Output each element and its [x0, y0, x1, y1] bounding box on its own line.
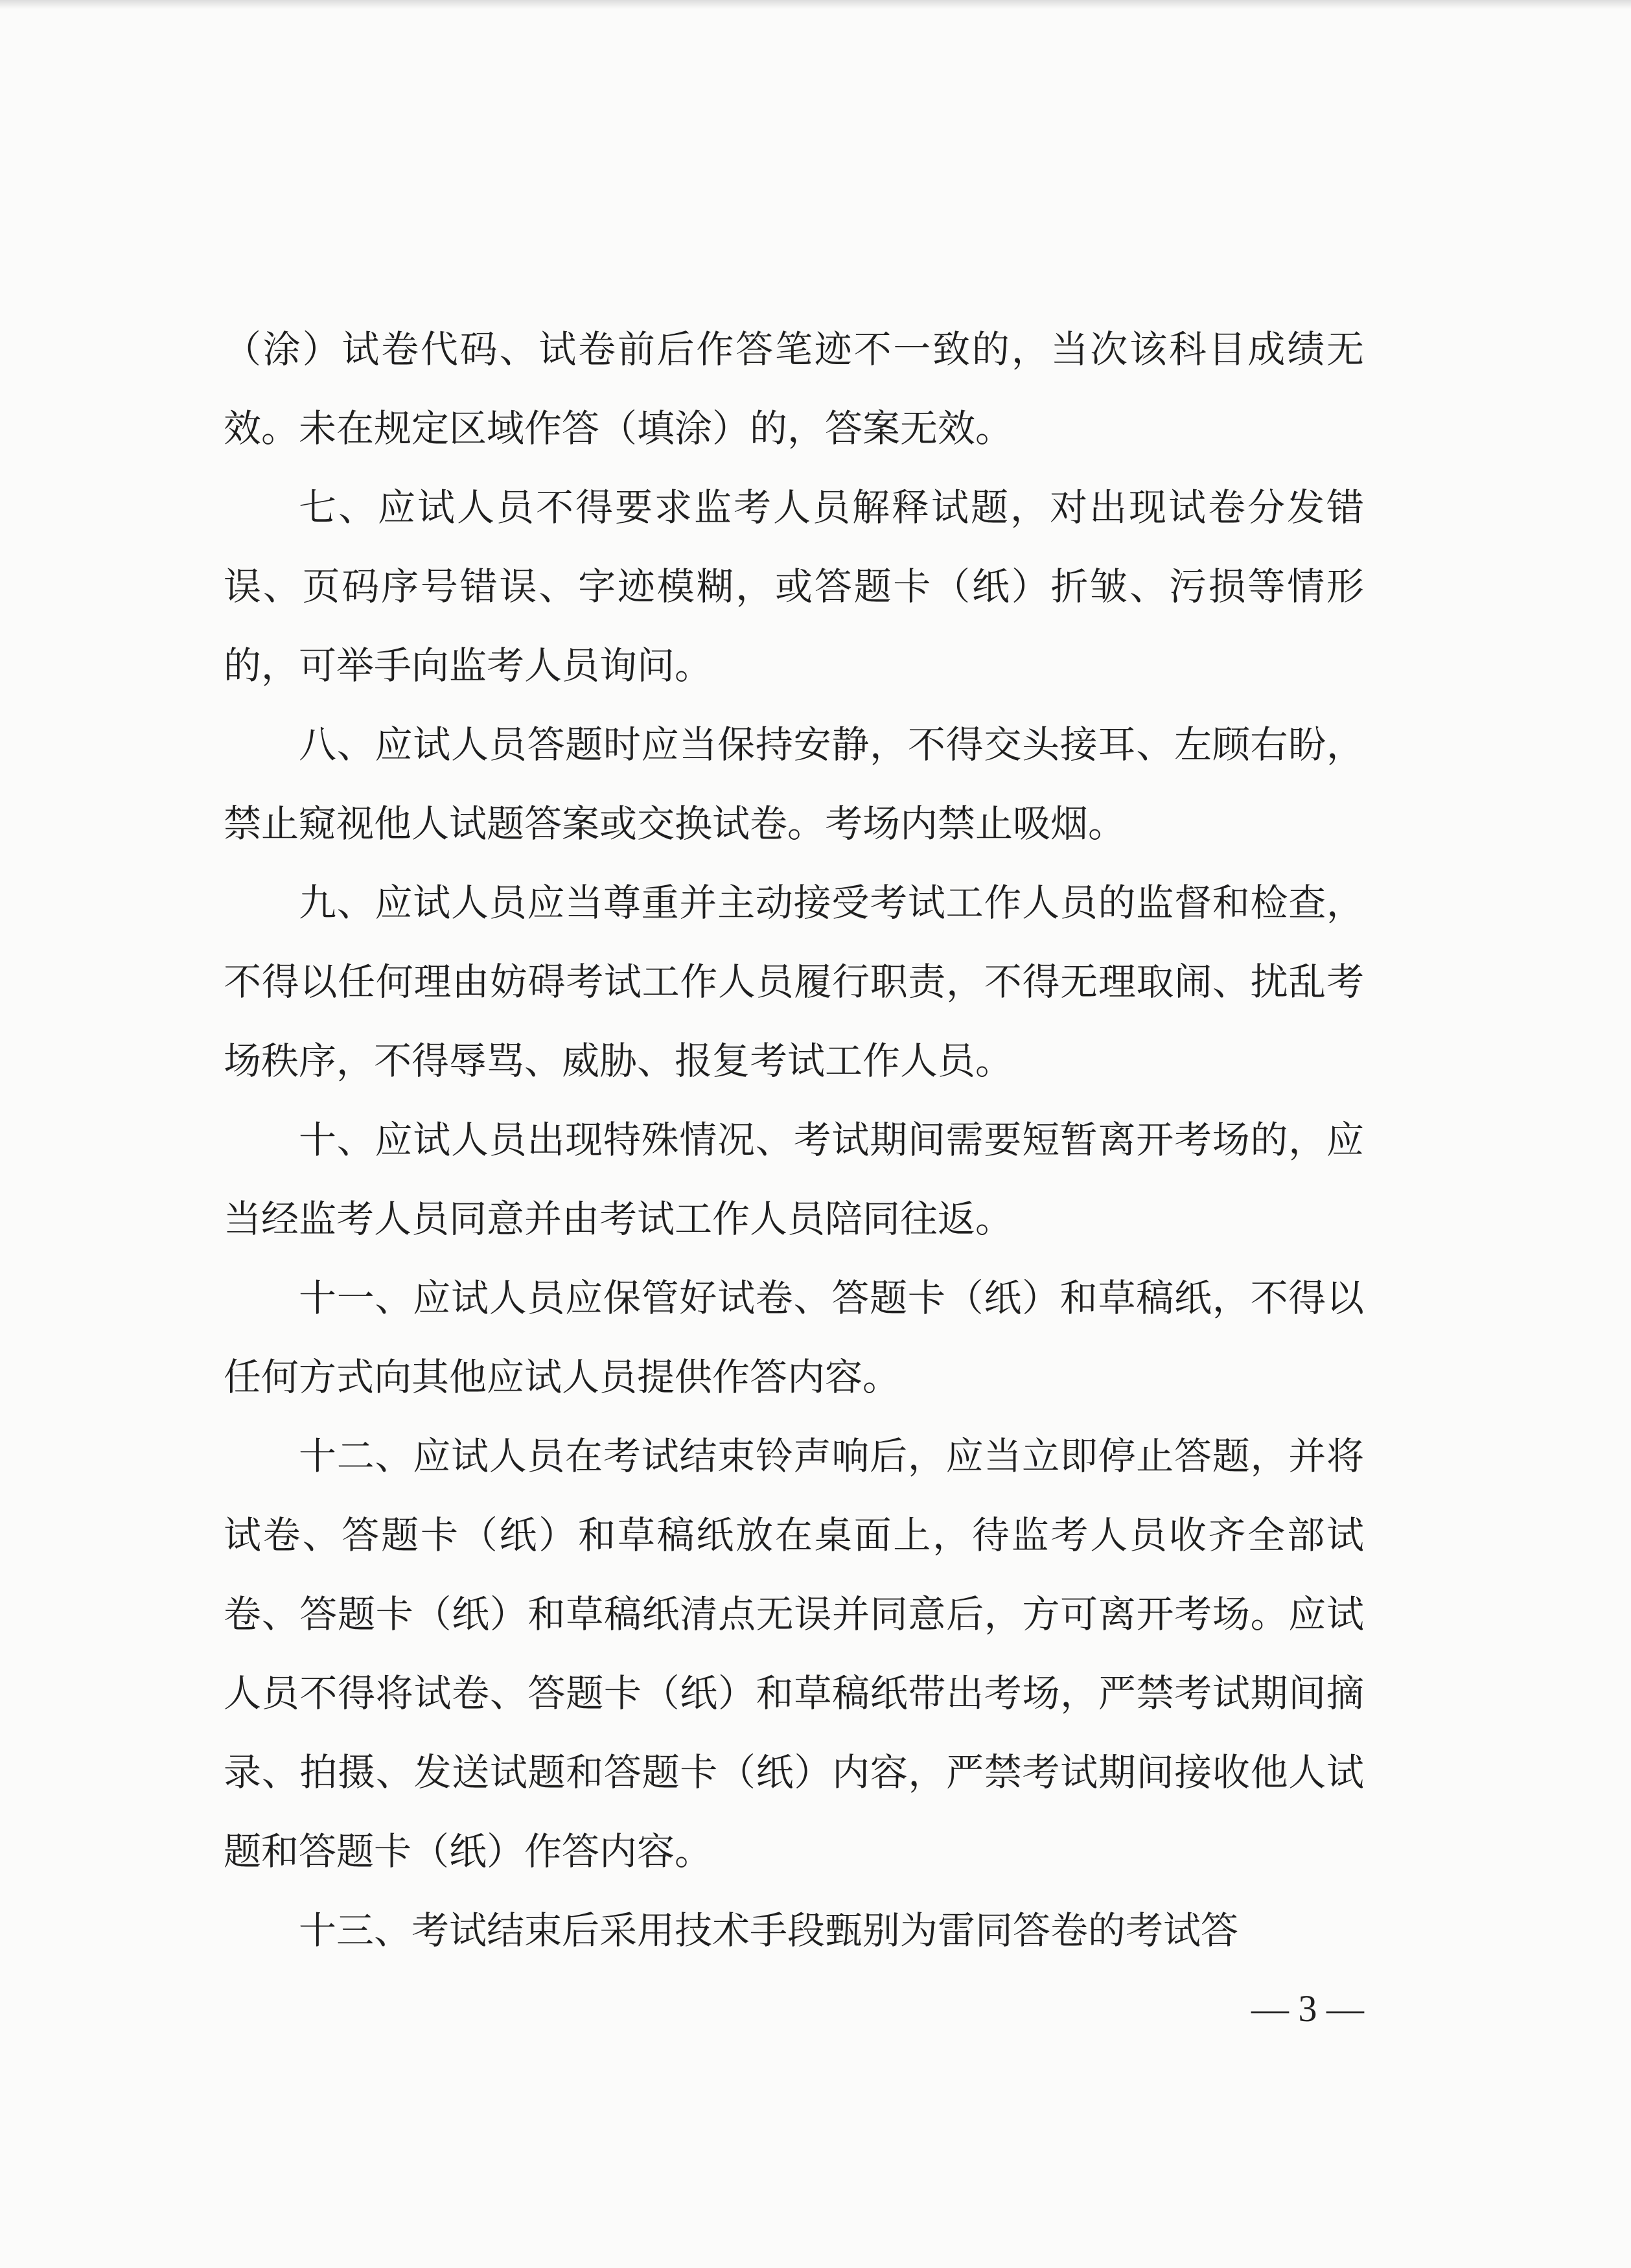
paragraph-rule-11: 十一、应试人员应保管好试卷、答题卡（纸）和草稿纸，不得以任何方式向其他应试人员提供作答内容。: [224, 1276, 1364, 1399]
scan-edge: [0, 0, 1631, 9]
paragraph-rule-8: 八、应试人员答题时应当保持安静，不得交头接耳、左顾右盼，禁止窥视他人试题答案或交换试卷。考场内禁止吸烟。: [224, 723, 1364, 846]
paragraph-rule-12: 十二、应试人员在考试结束铃声响后，应当立即停止答题，并将试卷、答题卡（纸）和草稿纸放在桌面上，待监考人员收齐全部试卷、答题卡（纸）和草稿纸清点无误并同意后，方可离开考场。应试人员不得将试卷、答题卡（纸）和草稿纸带出考场，严禁考试期间摘录、拍摄、发送试题和答题卡（纸）内容，严禁考试期间接收他人试题和答题卡（纸）作答内容。: [224, 1434, 1364, 1873]
page-number: — 3 —: [1251, 1987, 1364, 2030]
paragraph-rule-9: 九、应试人员应当尊重并主动接受考试工作人员的监督和检查，不得以任何理由妨碍考试工作人员履行职责，不得无理取闹、扰乱考场秩序，不得辱骂、威胁、报复考试工作人员。: [224, 881, 1364, 1083]
paragraph-rule-7: 七、应试人员不得要求监考人员解释试题，对出现试卷分发错误、页码序号错误、字迹模糊，或答题卡（纸）折皱、污损等情形的，可举手向监考人员询问。: [224, 485, 1364, 688]
paragraph-continuation: （涂）试卷代码、试卷前后作答笔迹不一致的，当次该科目成绩无效。未在规定区域作答（填涂）的，答案无效。: [224, 327, 1364, 450]
paragraph-rule-13: 十三、考试结束后采用技术手段甄别为雷同答卷的考试答: [299, 1908, 1239, 1952]
body-text: [224, 310, 1364, 1970]
paragraph-rule-10: 十、应试人员出现特殊情况、考试期间需要短暂离开考场的，应当经监考人员同意并由考试工作人员陪同往返。: [224, 1118, 1364, 1241]
